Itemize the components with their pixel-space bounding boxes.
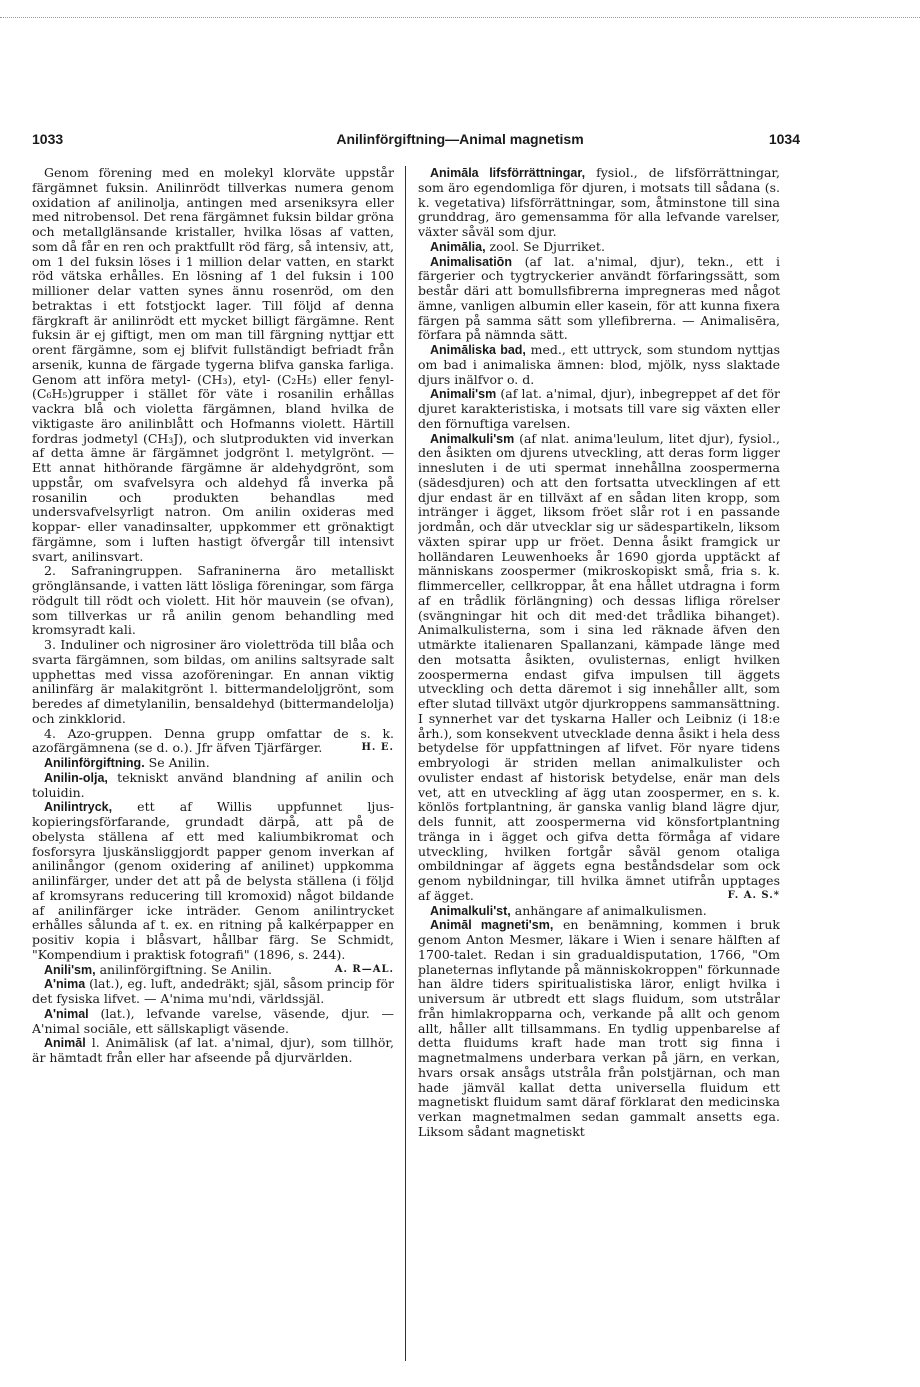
entry-text: 3. Induliner och nigrosiner äro violettröda till blåa och svarta färgämnen, som bildas, om anilins saltsyrade salt upphettas med vissa azoföreningar. En annan viktig anilinfärg är malakitgrönt l. bittermandeloljgrönt, som beredes af dimetylanilin, bensaldehyd (bittermandelolja) och zinkklorid. bbox=[32, 637, 394, 726]
dictionary-entry bbox=[32, 977, 394, 1007]
entry-headword: Animalisatiōn bbox=[430, 254, 512, 269]
entry-headword: Animalkuli'st, bbox=[430, 903, 511, 918]
entry-text: anhängare af animalkulismen. bbox=[510, 902, 707, 918]
entry-headword: Animali'sm bbox=[430, 387, 497, 402]
entry-text: (lat.), lefvande varelse, väsende, djur. — A'nimal sociāle, ett sällskapligt väsende. bbox=[32, 1005, 394, 1036]
entry-headword: Anilinförgiftning. bbox=[44, 756, 145, 770]
entry-text: (lat.), eg. luft, andedräkt; själ, såsom princip för det fysiska lifvet. — A'nima mu'ndi, världssjäl. bbox=[32, 976, 394, 1006]
entry-headword: Animalkuli'sm bbox=[430, 431, 515, 446]
entry-text: 2. Safraningruppen. Safraninerna äro metalliskt grönglänsande, i vatten lätt lösliga föreningar, som färga rödgult till rödt och violett. Hit hör mauvein (se ofvan), som tillverkas ur rå anilin genom behandling med kromsyradt kali. bbox=[32, 563, 394, 638]
dictionary-entry bbox=[32, 1036, 394, 1066]
entry-text: en benämning, kommen i bruk genom Anton Mesmer, läkare i Wien i senare hälften af 1700-talet. Redan i sin gradualdisputation, 1766, "Om planeternas inflytande på människokroppen" förkunnade han äldre tiders spiritualistiska läror, enligt hvilka i universum är utbredt ett slags fluidum, som utstrålar från himlakropparna och, verkande på allt och genom allt, håller allt tillsammans. En tydlig uppenbarelse af detta fluidums kraft hade man trott sig finna i magnetmalmens underbara verkan på järn, en verkan, hvars orsak ansågs utstråla från polstjärnan, och man hade jämväl kallat detta universella fluidum ett magnetiskt fluidum samt däraf förklarat den medicinska verkan magnetmalmen sedan gammalt ansetts ega. Liksom sådant magnetiskt bbox=[418, 917, 780, 1139]
entry-text: l. Animālisk (af lat. a'nimal, djur), som tillhör, är hämtadt från eller har afseende på djurvärlden. bbox=[32, 1035, 394, 1065]
running-head: Anilinförgiftning—Animal magnetism bbox=[336, 131, 584, 147]
dictionary-entry bbox=[418, 240, 780, 255]
paragraph bbox=[32, 727, 394, 757]
entry-text: fysiol., de lifsförrättningar, som äro egendomliga för djuren, i motsats till sådana (s. k. vegetativa) lifsförrättningar, som, åtminstone till sina grunddrag, äro gemensamma för alla lefvande varelser, växter såväl som djur. bbox=[418, 166, 780, 239]
dictionary-entry bbox=[418, 904, 780, 919]
author-signature: F. A. S.* bbox=[727, 889, 780, 901]
entry-text: (af lat. a'nimal, djur), tekn., ett i färgerier och tygtryckerier användt förfaringssätt, som består däri att bomullsfibrerna impregneras med något ämne, vanligen albumin eller kasein, för att kunna fixera färgen på samma sätt som yllefibrerna. — Animalisēra, förfara på nämnda sätt. bbox=[418, 253, 780, 343]
entry-headword: Anilintryck, bbox=[44, 800, 113, 815]
entry-headword: Anilin-olja, bbox=[44, 770, 108, 785]
dictionary-entry bbox=[32, 756, 394, 771]
entry-text: tekniskt använd blandning af anilin och toluidin. bbox=[32, 769, 394, 800]
entry-headword: A'nima bbox=[44, 977, 86, 992]
dictionary-entry bbox=[418, 432, 780, 904]
entry-headword: A'nimal bbox=[44, 1006, 89, 1021]
entry-headword: Animāliska bad, bbox=[430, 343, 526, 357]
dictionary-entry bbox=[418, 918, 780, 1139]
entry-text: Se Anilin. bbox=[144, 755, 210, 770]
left-column bbox=[32, 166, 394, 1366]
column-divider bbox=[405, 166, 406, 1361]
author-signature: H. E. bbox=[361, 742, 394, 754]
dictionary-entry bbox=[32, 1007, 394, 1037]
entry-headword: Animālia, bbox=[430, 239, 486, 254]
dictionary-entry bbox=[418, 343, 780, 387]
entry-text: (af nlat. anima'leulum, litet djur), fysiol., den åsikten om djurens utveckling, att deras form ligger innesluten i de uti spermat innehållna zoospermerna (sädesdjuren) och att den fortsatta utvecklingen af ett djur endast är en tillväxt af en sådan liten kropp, som intränger i ägget, liksom fröet slår rot i en passande jordmån, och där utvecklar sig ur sädespartikeln, liksom växten spirar upp ur fröet. Denna åsikt framgick ur holländaren Leuwenhoeks år 1690 gjorda upptäckt af människans zoospermer (mikroskopiskt små, fria s. k. flimmerceller, cellkroppar, åt ena hållet utdragna i form af en trådlik förlängning) och dessas lifliga rörelser (svängningar hit och dit med·det trådlika bihanget). Animalkulisterna, som i sina led räknade äfven den utmärkte italienaren Spallanzani, kämpade länge med den motsatta åsikten, ovulisternas, enligt hvilken zoospermerna endast gifva impulsen till äggets utveckling och detta däremot i sig innehåller allt, som efter slutad tillväxt utgör djurkroppens sammansättning. I synnerhet var det tyskarna Haller och Leibniz (i 18:e årh.), som konsekvent utvecklade denna åsikt i hela dess betydelse för uppfattningen af lifvet. För nyare tidens embryologi är striden mellan animalkulister och ovulister endast af historisk betydelse, enär man dels vet, att en utveckling af ägg utan zoospermer, en s. k. könlös fortplantning, är ganska vanlig bland lägre djur, dels funnit, att zoospermerna vid könsfortplantning tränga in i ägget och gifva detta förmåga af vidare utveckling, hvilken fortgår såväl genom otaliga ombildningar af äggets egna beståndsdelar som ock genom nybildningar, till hvilka ämnet utifrån upptages af ägget. bbox=[418, 430, 780, 903]
dictionary-entry bbox=[32, 771, 394, 801]
dictionary-entry bbox=[418, 166, 780, 240]
right-column bbox=[418, 166, 780, 1366]
entry-headword: Animāl magneti'sm, bbox=[430, 918, 554, 933]
page-number-right: 1034 bbox=[768, 131, 800, 147]
entry-text: zool. Se Djurriket. bbox=[485, 238, 605, 254]
author-signature: A. R—AL. bbox=[334, 963, 394, 975]
entry-text: anilinförgiftning. Se Anilin. bbox=[95, 961, 272, 977]
entry-text: (af lat. a'nimal, djur), inbegreppet af det för djuret karakteristiska, i motsats till vare sig växten eller den förnuftiga varelsen. bbox=[418, 386, 780, 431]
entry-text: med., ett uttryck, som stundom nyttjas om bad i animaliska ämnen: blod, mjölk, nyss slaktade djurs inälfvor o. d. bbox=[418, 342, 780, 387]
entry-headword: Animāl bbox=[44, 1036, 86, 1051]
paragraph bbox=[32, 564, 394, 638]
dictionary-entry bbox=[418, 387, 780, 431]
entry-text: 4. Azo-gruppen. Denna grupp omfattar de s. k. azofärgämnena (se d. o.). Jfr äfven Tjärfärger. bbox=[32, 725, 394, 756]
entry-text: ett af Willis uppfunnet ljus-kopieringsförfarande, grundadt därpå, att på de obelysta ställena af ett med kaliumbikromat och fosforsyra ljuskänsliggjordt papper genom inverkan af anilinångor (genom oxidering af anilinet) uppkomma anilinfärger, under det att på de belysta ställena (i följd af kromsyrans reducering till kromoxid) något bildande af anilinfärger icke inträder. Genom anilintrycket erhålles sålunda af t. ex. en ritning på kalkérpapper en positiv kopia i blåsvart, hållbar färg. Se Schmidt, "Kompendium i praktisk fotografi" (1896, s. 244). bbox=[32, 799, 394, 962]
paragraph bbox=[32, 638, 394, 727]
dictionary-entry bbox=[418, 255, 780, 344]
top-dotted-rule bbox=[0, 17, 920, 18]
entry-headword: Animāla lifsförrättningar, bbox=[430, 166, 586, 180]
paragraph bbox=[32, 166, 394, 564]
entry-text: Genom förening med en molekyl klorväte uppstår färgämnet fuksin. Anilinrödt tillverkas numera genom oxidation af anilinolja, antingen med arseniksyra eller med nitrobensol. Det rena färgämnet fuksin bildar gröna och metallglänsande kristaller, hvilka lösas af vatten, som då får en ren och praktfullt röd färg, så intensiv, att, om 1 del fuksin löses i 1 million delar vatten, en starkt röd vätska erhålles. En lösning af 1 del fuksin i 100 millioner delar vatten synes ännu rosenröd, om den betraktas i ett fotstjockt lager. Till följd af denna färgkraft är anilinrödt ett mycket billigt färgämne. Rent fuksin är ej giftigt, men om man till färgning nyttjar ett orent färgämne, som ej blifvit fullständigt befriadt från arsenik, kunna de färgade tygerna blifva ganska farliga. Genom att införa metyl- (CH₃), etyl- (C₂H₅) eller fenyl-(C₆H₅)grupper i stället för väte i rosanilin erhållas vackra blå och violetta färgämnen, bland hvilka de viktigaste äro anilinblått och Hofmanns violett. Härtill fordras jodmetyl (CH₃J), och slutprodukten vid inverkan af detta ämne är färgämnet jodgrönt l. metylgrönt. — Ett annat hithörande färgämne är aldehydgrönt, som uppstår, om svafvelsyra och aldehyd få inverka på rosanilin och produkten behandlas med undersvafvelsyrligt natron. Om anilin oxideras med koppar- eller vanadinsalter, uppkommer ett grönaktigt färgämne, som i luften hastigt öfvergår till intensivt svart, anilinsvart. bbox=[32, 166, 394, 564]
entry-headword: Anili'sm, bbox=[44, 962, 96, 977]
page-number-left: 1033 bbox=[32, 131, 64, 147]
